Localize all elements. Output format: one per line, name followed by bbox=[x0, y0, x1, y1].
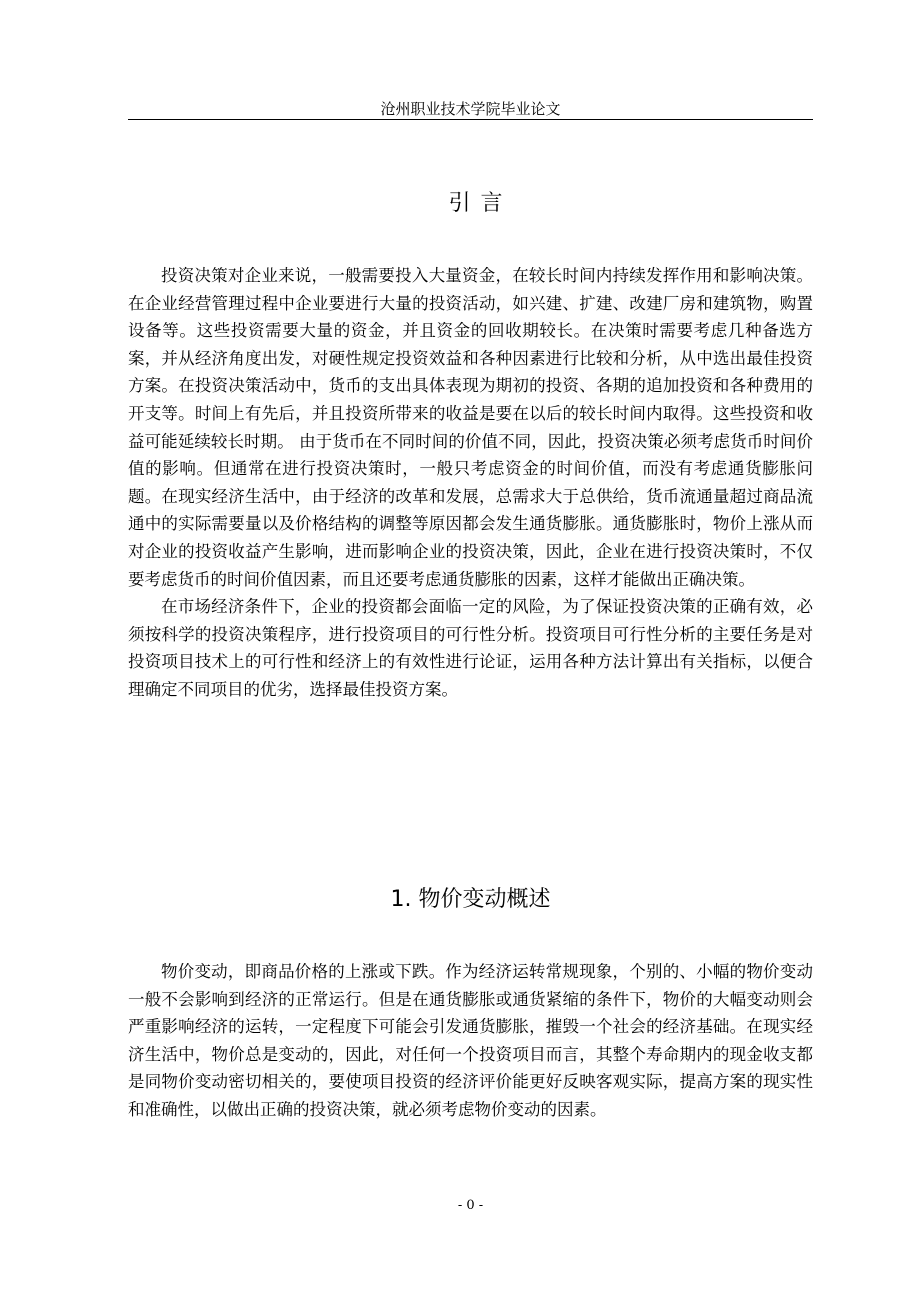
header-rule bbox=[128, 119, 813, 120]
page-number: - 0 - bbox=[457, 1198, 484, 1213]
intro-paragraph-1: 投资决策对企业来说，一般需要投入大量资金，在较长时间内持续发挥作用和影响决策。 在企业经营管理过程中企业要进行大量的投资活动，如兴建、扩建、改建厂房和建筑物，购置设备等。这些投资需要大量的资金，并且资金的回收期较长。在决策时需要考虑几种备选方案，并从经济角度出发，对硬性规定投资效益和各种因素进行比较和分析，从中选出最佳投资方案。在投资决策活动中，货币的支出具体表现为期初的投资、各期的追加投资和各种费用的开支等。时间上有先后，并且投资所带来的收益是要在以后的较长时间内取得。这些投资和收益可能延续较长时期。 由于货币在不同时间的价值不同，因此，投资决策必须考虑货币时间价值的影响。但通常在进行投资决策时，一般只考虑资金的时间价值，而没有考虑通货膨胀问题。在现实经济生活中，由于经济的改革和发展，总需求大于总供给，货币流通量超过商品流通中的实际需要量以及价格结构的调整等原因都会发生通货膨胀。通货膨胀时，物价上涨从而对企业的投资收益产生影响，进而影响企业的投资决策，因此，企业在进行投资决策时，不仅要考虑货币的时间价值因素，而且还要考虑通货膨胀的因素，这样才能做出正确决策。 bbox=[128, 266, 813, 589]
intro-title: 引言 bbox=[448, 191, 513, 216]
section-1-body bbox=[128, 958, 813, 1124]
section-1-paragraph-1: 物价变动，即商品价格的上涨或下跌。作为经济运转常规现象，个别的、小幅的物价变动一般不会影响到经济的正常运行。但是在通货膨胀或通货紧缩的条件下，物价的大幅变动则会严重影响经济的运转，一定程度下可能会引发通货膨胀，摧毁一个社会的经济基础。在现实经济生活中，物价总是变动的，因此，对任何一个投资项目而言，其整个寿命期内的现金收支都是同物价变动密切相关的，要使项目投资的经济评价能更好反映客观实际，提高方案的现实性和准确性，以做出正确的投资决策，就必须考虑物价变动的因素。 bbox=[128, 962, 813, 1119]
intro-body bbox=[128, 262, 813, 704]
section-1-title: 1. 物价变动概述 bbox=[390, 887, 551, 912]
intro-paragraph-2: 在市场经济条件下，企业的投资都会面临一定的风险，为了保证投资决策的正确有效，必须按科学的投资决策程序，进行投资项目的可行性分析。投资项目可行性分析的主要任务是对投资项目技术上的可行性和经济上的有效性进行论证，运用各种方法计算出有关指标，以便合理确定不同项目的优劣，选择最佳投资方案。 bbox=[128, 597, 813, 699]
running-header: 沧州职业技术学院毕业论文 bbox=[380, 100, 561, 118]
